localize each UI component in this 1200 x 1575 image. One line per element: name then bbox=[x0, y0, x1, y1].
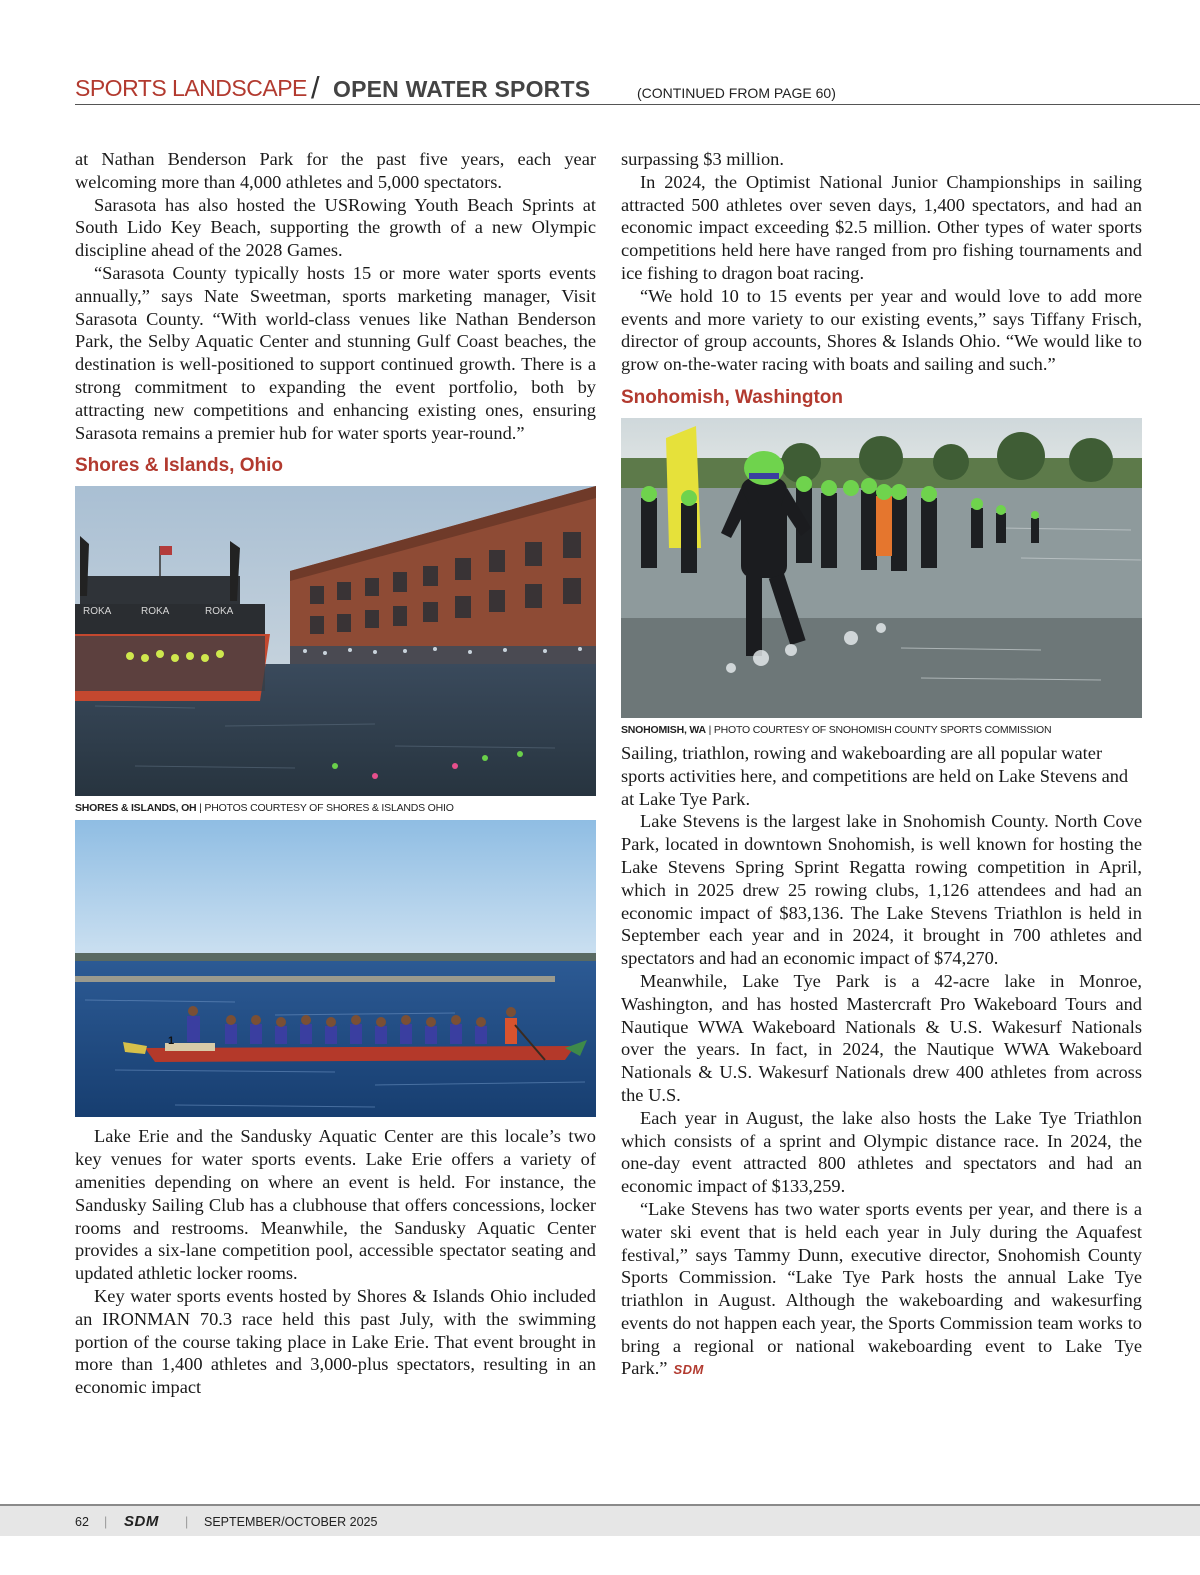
photo-shores-islands-boat bbox=[75, 486, 596, 796]
right-paragraph-6: Meanwhile, Lake Tye Park is a 42-acre lake in Monroe, Washington, and has hosted Mastercraft Pro Wakeboard Tours and Nautique WWA Wakeboard Nationals & U.S. Wakesurf Nationals over the years. In fact, in 2024, the Nautique WWA Wakeboard Nationals & U.S. Wakesurf Nationals drew 400 athletes from across the U.S. bbox=[621, 970, 1142, 1105]
footer-separator: | bbox=[104, 1515, 108, 1529]
right-paragraph-7: Each year in August, the lake also hosts the Lake Tye Triathlon which consists of a sprint and Olympic distance race. In 2024, the one-day event attracted 800 athletes and spectators and had an economic impact of $133,259. bbox=[621, 1107, 1142, 1197]
right-paragraph-4: Sailing, triathlon, rowing and wakeboarding are all popular water sports activities here, and competitions are held on Lake Stevens and at Lake Tye Park. bbox=[621, 742, 1129, 809]
right-paragraph-2: In 2024, the Optimist National Junior Championships in sailing attracted 500 athletes over seven days, 1,400 spectators, and had an economic impact exceeding $2.5 million. Other types of water sports competitions held here have ranged from pro fishing tournaments and ice fishing to dragon boat racing. bbox=[621, 171, 1142, 283]
header-section-label: SPORTS LANDSCAPE bbox=[75, 75, 307, 101]
boat-sign-3: ROKA bbox=[205, 606, 234, 618]
caption-credit: PHOTOS COURTESY OF SHORES & ISLANDS OHIO bbox=[204, 802, 454, 815]
caption-place: SHORES & ISLANDS, OH bbox=[75, 802, 197, 815]
caption-snohomish bbox=[621, 724, 1142, 736]
caption-shores-islands bbox=[75, 802, 596, 814]
left-column bbox=[75, 148, 596, 1399]
footer-issue-date: SEPTEMBER/OCTOBER 2025 bbox=[204, 1515, 378, 1529]
header-title: OPEN WATER SPORTS bbox=[333, 76, 591, 102]
running-header bbox=[75, 72, 1200, 105]
footer-page-number: 62 bbox=[75, 1515, 89, 1529]
right-paragraph-5: Lake Stevens is the largest lake in Snohomish County. North Cove Park, located in downtown Snohomish, is well known for hosting the Lake Stevens Spring Sprint Regatta rowing competition in April, which in 2025 drew 25 rowing clubs, 1,126 attendees and had an economic impact of $83,136. The Lake Stevens Triathlon is held in September each year and in 2024, it brought in 700 athletes and spectators and had an economic impact of $74,270. bbox=[621, 811, 1142, 969]
page-footer bbox=[0, 1504, 1200, 1536]
photo-triathlon-illustration bbox=[621, 418, 1142, 718]
right-paragraph-8 bbox=[621, 1198, 1142, 1382]
subhead-snohomish: Snohomish, Washington bbox=[621, 386, 843, 408]
photo-dragon-boat bbox=[75, 820, 596, 1117]
right-column bbox=[621, 148, 1142, 1382]
caption-separator: | bbox=[705, 723, 714, 736]
photo-snohomish-triathlon bbox=[621, 418, 1142, 718]
left-paragraph-2: Sarasota has also hosted the USRowing Youth Beach Sprints at South Lido Key Beach, supporting the growth of a new Olympic discipline ahead of the 2028 Games. bbox=[75, 194, 596, 261]
right-paragraph-3: “We hold 10 to 15 events per year and would love to add more events and more variety to our existing events,” says Tiffany Frisch, director of group accounts, Shores & Islands Ohio. “We would like to grow on-the-water racing with boats and sailing and such.” bbox=[621, 285, 1142, 375]
footer-separator: | bbox=[185, 1515, 189, 1529]
left-paragraph-4: Lake Erie and the Sandusky Aquatic Center are this locale’s two key venues for water sports events. Lake Erie offers a variety of amenities depending on where an event is held. For instance, the Sandusky Sailing Club has a clubhouse that offers concessions, locker rooms and restrooms. Meanwhile, the Sandusky Aquatic Center provides a six-lane competition pool, accessible spectator seating and updated athletic locker rooms. bbox=[75, 1126, 596, 1284]
header-continued-note: (CONTINUED FROM PAGE 60) bbox=[637, 85, 836, 101]
subhead-shores-islands: Shores & Islands, Ohio bbox=[75, 455, 283, 477]
left-paragraph-3: “Sarasota County typically hosts 15 or more water sports events annually,” says Nate Sweetman, sports marketing manager, Visit Sarasota County. “With world-class venues like Nathan Benderson Park, the Selby Aquatic Center and stunning Gulf Coast beaches, the destination is well-positioned to support continued growth. There is a strong commitment to expanding the event portfolio, both by attracting new competitions and enhancing existing ones, ensuring Sarasota remains a premier hub for water sports year-round.” bbox=[75, 262, 596, 443]
boat-sign-1: ROKA bbox=[83, 606, 112, 618]
right-paragraph-1: surpassing $3 million. bbox=[621, 149, 784, 169]
end-mark-logo: SDM bbox=[673, 1362, 704, 1378]
footer-logo: SDM bbox=[124, 1513, 159, 1530]
photo-boat-illustration bbox=[75, 486, 596, 796]
right-paragraph-8-text: “Lake Stevens has two water sports events per year, and there is a water ski event that is held each year in July during the Aquafest festival,” says Tammy Dunn, executive director, Snohomish County Sports Commission. “Lake Tye Park hosts the annual Lake Tye triathlon in August. Although the wakeboarding and wakesurfing events do not happen each year, the Sports Commission team works to bring a regional or national wakeboarding event to Lake Tye Park.” bbox=[621, 1198, 1142, 1379]
caption-credit: PHOTO COURTESY OF SNOHOMISH COUNTY SPORTS COMMISSION bbox=[713, 723, 1052, 736]
header-slash: / bbox=[311, 70, 320, 105]
photo-dragon-boat-illustration bbox=[75, 820, 596, 1117]
caption-separator: | bbox=[196, 802, 205, 815]
left-paragraph-5: Key water sports events hosted by Shores & Islands Ohio included an IRONMAN 70.3 race held this past July, with the swimming portion of the course taking place in Lake Erie. That event brought in more than 1,400 athletes and 3,000-plus spectators, resulting in an economic impact bbox=[75, 1285, 596, 1398]
caption-place: SNOHOMISH, WA bbox=[621, 723, 706, 736]
boat-number: 1 bbox=[168, 1035, 175, 1048]
left-paragraph-1: at Nathan Benderson Park for the past five years, each year welcoming more than 4,000 athletes and 5,000 spectators. bbox=[75, 149, 596, 192]
boat-sign-2: ROKA bbox=[141, 606, 170, 618]
